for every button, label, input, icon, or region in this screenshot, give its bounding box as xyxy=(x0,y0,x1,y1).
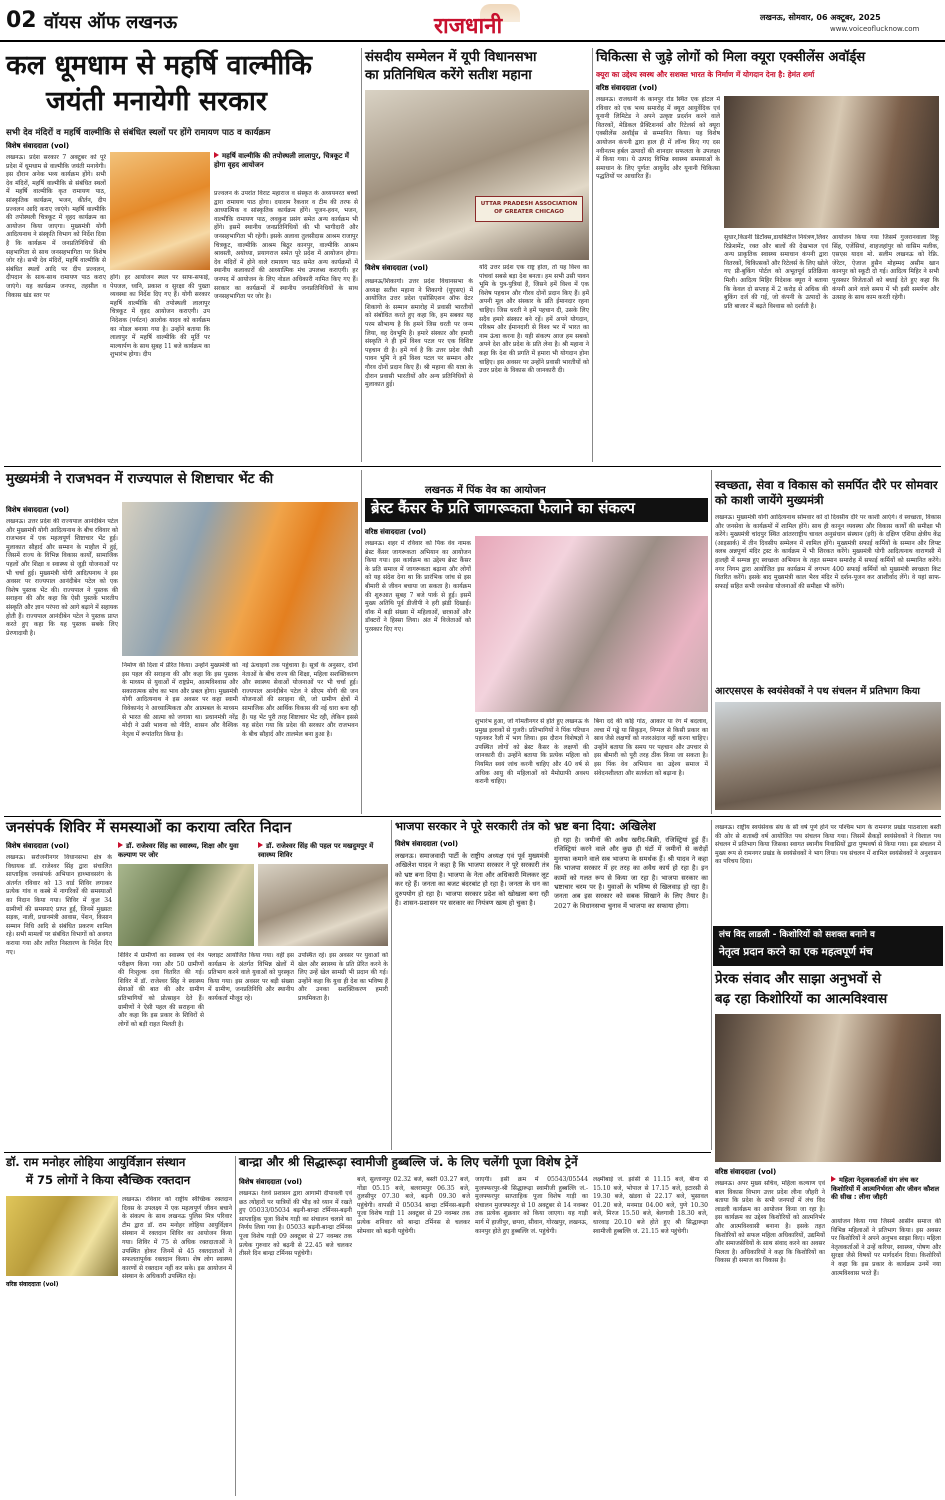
headline: चिकित्सा से जुड़े लोगों को मिला क्यूरा एक्सीलेंस अवॉर्ड्स xyxy=(596,50,866,65)
headline-line2: जयंती मनायेगी सरकार xyxy=(46,86,267,117)
column-3: फ्लाइट आयोजित किया गया। वहीं इस कार्यक्रम के अंतर्गत विभिन्न खेलों में प्रतिभाग करने वाले युवाओं को पुरस्कृत किया गया। इस अवसर पर बड़ी संख्या में ग्रामीण, जनप्रतिनिधि और स्थानीय कार्यकर्ता मौजूद रहे। xyxy=(208,952,294,1002)
yogi-photo xyxy=(110,152,210,270)
photo-caption-2 xyxy=(258,842,388,859)
column-2: शिविर में ग्रामीणों का स्वास्थ्य एवं नेत्र परीक्षण किया गया और 50 ग्रामीणों की निःशुल्क दवा वितरित की गई। शिविर में डॉ. राजेश्वर सिंह ने स्वास्थ्य सेवाओं की बात की और ग्रामीण प्रतिभागियों को प्रोत्साहन देते हैं। ग्रामीणों ने ऐसी पहल की सराहना की और कहा कि इस प्रकार के शिविरों से लोगों को बड़ी राहत मिलती है। xyxy=(118,952,204,1028)
byline: विशेष संवाददाता (vol) xyxy=(365,264,429,272)
byline: विशेष संवाददाता (vol) xyxy=(6,142,70,150)
column-1: लखनऊ। सरोजनीनगर विधानसभा क्षेत्र के विधायक डॉ. राजेश्वर सिंह द्वारा संचालित साप्ताहिक जनसंपर्क अभियान हाथ्भावसरंग के अंतर्गत रविवार को 13 वार्ड शिविर लगाकर प्रत्येक गांव व कस्बे में नागरिकों की समस्याओं का निदान किया गया। शिविर में कुल 34 ग्रामीणों की समस्याएं प्राप्त हुईं, जिनमें मुख्यतः सड़क, नाली, प्रधानमंत्री आवास, पेंशन, किसान सम्मान निधि आदि से संबंधित प्रकरण शामिल रहे। सभी मामलों पर संबंधित विभागों को अवगत कराया गया और त्वरित निस्तारण के निर्देश दिए गए। xyxy=(6,854,112,956)
headline-line2: में 75 लोगों ने किया स्वैच्छिक रक्तदान xyxy=(26,1173,191,1187)
banner xyxy=(475,196,583,222)
column-4: उपस्थित रहे। इस अवसर पर युवाओं को खेल और स्वास्थ्य के प्रति प्रेरित करने के लिए उन्हें खेल सामग्री भी प्रदान की गई। उन्होंने कहा कि युवा ही देश का भविष्य हैं और उनका सशक्तिकरण हमारी प्राथमिकता है। xyxy=(298,952,388,1002)
article-lohia xyxy=(6,1156,232,1496)
headline: ब्रेस्ट कैंसर के प्रति जागरूकता फैलाने का संकल्प xyxy=(371,499,635,517)
page-number: 02 xyxy=(6,8,37,33)
headline: जनसंपर्क शिविर में समस्याओं का कराया त्वरित निदान xyxy=(6,819,292,836)
camp-photo-1 xyxy=(118,864,254,946)
ladli-photo xyxy=(715,1014,941,1162)
camp-photo-2 xyxy=(258,864,388,946)
column-2: आयोजन किया गया जिसमें आसीन समाज की विभिन्न महिलाओं ने प्रतिभाग किया। इस अवसर पर किशोरियों ने अपने अनुभव साझा किए। महिला नेतृत्वकर्ताओं ने उन्हें करियर, स्वास्थ्य, पोषण और सुरक्षा जैसे विषयों पर मार्गदर्शन दिया। किशोरियों ने कहा कि इस प्रकार के कार्यक्रम उनमें नया आत्मविश्वास भरते हैं। xyxy=(831,1218,941,1277)
column-2: हो रहा है। जमीनों की अवैध खरीद-बिक्री, रजिस्ट्रियां हुई हैं। रजिस्ट्रियां करने वाले और कुछ ही घंटों में जमीनों से करोड़ों मुनाफा कमाने वाले सब भाजपा के समर्थक हैं। श्री यादव ने कहा कि भाजपा सरकार में हर तरह का अवैध कार्य हो रहा है। इन कामों को गलत रूप से किया जा रहा है। भाजपा सरकार का भ्रष्टाचार चरम पर है। युवाओं के भविष्य से खिलवाड़ हो रहा है। जनता अब इस सरकार को सबक सिखाने के लिए तैयार है। 2027 के विधानसभा चुनाव में भाजपा का सफाया होगा। xyxy=(554,836,708,910)
article-sansadiya xyxy=(365,50,589,462)
article-rajbhavan xyxy=(6,472,358,812)
blood-donation-photo xyxy=(6,1196,118,1276)
column-4: लक्ष्मीबाई जं. झांसी से 11.15 बजे, बीना से 15.10 बजे, भोपाल से 17.15 बजे, इटारसी से 19.30 बजे, खंडवा से 22.17 बजे, भुसावल 01.20 बजे, मनमाड 04.00 बजे, पुणे 10.30 बजे, मिरज 15.50 बजे, बेलगावी 18.30 बजे, धारवाड़ 20.10 बजे होते हुए श्री सिद्धारूढ़ा स्वामीजी हुब्बल्लि जं. 21.15 बजे पहुंचेगी। xyxy=(593,1176,708,1235)
headline: मुख्यमंत्री ने राजभवन में राज्यपाल से शिष्टाचार भेंट की xyxy=(6,471,274,487)
bullet-marker-icon xyxy=(118,842,123,848)
headline-line1: कल धूमधाम से महर्षि वाल्मीकि xyxy=(6,50,313,81)
column-2: होंगे। हर आयोजन स्थल पर साफ-सफाई, पेयजल, ध्वनि, प्रकाश व सुरक्षा की पुख्ता व्यवस्था का निर्देश दिए गए हैं। योगी सरकार महर्षि वाल्मीकि की तपोस्थली लालापुर चित्रकूट में वृहद आयोजन कराएगी। उप निदेशक (पर्यटन) आलोक यादव को कार्यक्रम का नोडल बनाया गया है। उन्होंने बताया कि लालापुर में महर्षि वाल्मीकि की मूर्ति पर माल्यार्पण के साथ सुबह 11 बजे कार्यक्रम का शुभारंभ होगा। दीप xyxy=(110,274,210,359)
column-1: लखनऊ। शहर में रविवार को पिंक वेव नामक ब्रेस्ट कैंसर जागरूकता अभियान का आयोजन किया गया। इस कार्यक्रम का उद्देश्य ब्रेस्ट कैंसर के प्रति समाज में जागरूकता बढ़ाना और लोगों को यह संदेश देना था कि प्रारंभिक जांच से इस बीमारी से जीवन बचाया जा सकता है। कार्यक्रम की शुरुआत सुबह 7 बजे पार्क से हुई। इसमें मुख्य अतिथि पूर्व डीजीपी ने हरी झंडी दिखाई। वॉक में बड़ी संख्या में महिलाओं, छात्राओं और डॉक्टरों ने हिस्सा लिया। अंत में विजेताओं को पुरस्कार दिए गए। xyxy=(365,540,471,633)
pink-wave-photo xyxy=(475,536,708,712)
article-pinkwave xyxy=(365,472,708,812)
column-2: शुभारंभ हुआ, जो गोमतीनगर से होते हुए लखनऊ के प्रमुख इलाकों से गुजरी। प्रतिभागियों ने पिंक परिधान पहनकर रैली में भाग लिया। इस दौरान विशेषज्ञों ने उपस्थित लोगों को ब्रेस्ट कैंसर के लक्षणों की जानकारी दी। उन्होंने बताया कि प्रत्येक महिला को नियमित स्वयं जांच करनी चाहिए और 40 वर्ष से अधिक आयु की महिलाओं को मैमोग्राफी अवश्य करानी चाहिए। xyxy=(475,718,589,786)
column-2: सुधार,किडनी डिटॉक्स,डायबिटीज नियंत्रण,लिवर रिफ्रेशमेंट, रक्त और बालों की देखभाल एवं अन्य प्राकृतिक स्वास्थ्य समाधान कंपनी द्वारा वितरकों, चिकित्सकों और रिटेलर्स के लिए खोले गए प्री-बुकिंग पोर्टल को अभूतपूर्व प्रतिक्रिया मिली। आदित्य मिहिर निदेशक क्यूरा ने बताया कि केवल दो सप्ताह में 2 करोड़ से अधिक की बुकिंग दर्ज की गई, जो कंपनी के उत्पादों के प्रति बाजार में बढ़ते विश्वास को दर्शाती है। xyxy=(724,234,828,310)
column-1: लखनऊ। रेलवे प्रशासन द्वारा आगामी दीपावली एवं छठ त्योहारों पर यात्रियों की भीड़ को ध्यान में रखते हुए 05033/05034 बढ़नी-बान्द्रा टर्मिनस-बढ़नी साप्ताहिक पूजा विशेष गाड़ी का संचालन चलाने का निर्णय लिया गया है। 05033 बढ़नी-बान्द्रा टर्मिनस पूजा विशेष गाड़ी 09 अक्टूबर से 27 नवम्बर तक प्रत्येक गुरुवार को बढ़नी से 22.45 बजे चलकर तीसरे दिन बान्द्रा टर्मिनस पहुंचेगी। xyxy=(239,1190,352,1258)
headline-line1: लंच विद लाडली - किशोरियों को सशक्त बनाने व xyxy=(719,930,875,940)
column-3: आयोजन किया गया जिसमें गुजरानवाला रिंकू सिंह, एजेंसियां, शाहजहांपुर को वासिम मलीक, एसएस यादव मो. सलीम लखनऊ को रेफ्रि. जेरेटर, ऐजाज हुसैन मोहम्मद असीम खान कानपुर को स्कूटी दो गई। आदित्य मिहिर ने सभी पुरस्कार विजेताओं को बधाई देते हुए कहा कि कंपनी आने वाले समय में भी इसी समर्पण और उत्साह के साथ काम करती रहेगी। xyxy=(832,234,939,302)
article-ladli xyxy=(715,820,941,1496)
paper-logo xyxy=(420,4,570,38)
byline: वरिष्ठ संवाददाता (vol) xyxy=(596,84,658,92)
logo-text: राजधानी xyxy=(434,14,503,39)
masthead xyxy=(0,0,945,42)
headline-line4: बढ़ रहा किशोरियों का आत्मविश्वास xyxy=(715,992,888,1007)
rss-continued: लखनऊ। राष्ट्रीय स्वयंसेवक संघ के सौ वर्ष पूर्ण होने पर पश्चिम भाग के रामनगर प्रखंड पाठशाला बस्ती की ओर से शताब्दी वर्ष आयोजित पथ संचलन किया गया। जिसमें सैकड़ों स्वयंसेवकों ने विशाल पथ संचलन में प्रतिभाग किया जिसका स्वागत स्थानीय निवासियों द्वारा पुष्पवर्षा से किया गया। इस संचलन में मुख्य रूप से रामनगर प्रखंड के स्वयंसेवकों ने भाग लिया। पथ संचलन में शामिल स्वयंसेवकों ने अनुशासन का परिचय दिया। xyxy=(715,824,941,866)
column-3: प्रज्वलन के उपरांत विराट महाराज व संस्कृत के अध्ययनरत बच्चों द्वारा रामायण पाठ होगा। दयाराम रैकवार व टीम की तरफ से आध्यात्मिक व सांस्कृतिक कार्यक्रम होंगे। पूजन-हवन, भजन, वाल्मीकि रामायण पाठ, लवकुश प्रसंग समेत अन्य कार्यक्रम भी होंगे। इसमें स्थानीय जनप्रतिनिधियों की भी भागीदारी और जनसहभागिता भी रहेगी। इसके अलावा तुलसीदास आश्रम राजापुर चित्रकूट, वाल्मीकि आश्रम बिठूर कानपुर, वाल्मीकि आश्रम श्रावस्ती, अयोध्या, प्रयागराज समेत पूरे प्रदेश में आयोजन होगा। देव मंदिरों में होने वाले रामायण पाठ समेत अन्य कार्यक्रमों में स्थानीय कलाकारों की आध्यात्मिक मंच उपलब्ध कराएगी। हर जनपद में आयोजन के लिए नोडल अधिकारी नामित किए गए हैं। सरकार का कार्यक्रमों में स्थानीय जनप्रतिनिधियों के साथ जनसहभागिता पर जोर है। xyxy=(214,190,358,301)
column-1: लखनऊ। समाजवादी पार्टी के राष्ट्रीय अध्यक्ष एवं पूर्व मुख्यमंत्री अखिलेश यादव ने कहा है कि भाजपा सरकार ने पूरे सरकारी तंत्र को भ्रष्ट बना दिया है। भाजपा के नेता और अधिकारी मिलकर लूट कर रहे हैं। जनता का बजट बंदरबांट हो रहा है। जनता के धन का दुरुपयोग हो रहा है। भाजपा सरकार प्रदेश को खोखला बना रही है। शासन-प्रशासन पर सरकार का नियंत्रण खत्म हो चुका है। xyxy=(395,852,549,908)
headline-line1: संसदीय सम्मेलन में यूपी विधानसभा xyxy=(365,50,537,65)
column-divider xyxy=(592,48,593,462)
column-2: यदि उत्तर प्रदेश एक राष्ट्र होता, तो यह विश्व का पांचवां सबसे बड़ा देश बनता। हम सभी उसी पावन भूमि के पुत्र-पुत्रियां हैं, जिसने हमें विश्व में एक विशेष पहचान और गौरव दोनों प्रदान किए हैं। हमें अपनी मूल और संस्कार के प्रति ईमानदार रहना चाहिए। जिस धरती ने हमें पहचान दी, उसके लिए सदैव हमारे संस्कार बने रहें। हमें अपने योगदान, परिश्रम और ईमानदारी से विश्व भर में भारत का नाम ऊंचा करना है। यही संकल्प आज हम सबको अपने देश और प्रदेश के प्रति लेना है। श्री महाना ने कहा कि देश की प्रगति में हमारा भी योगदान होना चाहिए। इस अवसर पर उन्होंने प्रवासी भारतीयों को उत्तर प्रदेश के विकास की जानकारी दी। xyxy=(479,264,589,375)
row-divider xyxy=(4,816,941,817)
article-body: लखनऊ। मुख्यमंत्री योगी आदित्यनाथ सोमवार को दो दिवसीय दौरे पर काशी आएंगे। वे स्वच्छता, विकास और जनसेवा के कार्यक्रमों में शामिल होंगे। साथ ही कानून व्यवस्था और विकास कार्यों की समीक्षा भी करेंगे। मुख्यमंत्री चांदपुर स्थित आंतरराष्ट्रीय चावल अनुसंधान संस्थान (इरी) के दक्षिण एशिया क्षेत्रीय केंद्र (आइसार्क) में तीन दिवसीय सम्मेलन में शामिल होंगे। मुख्यमंत्री सफाई कर्मियों के सम्मान और लिफ्ट क्लब अन्नपूर्णा मंदिर ट्रस्ट के कार्यक्रम में भी शिरकत करेंगे। मुख्यमंत्री योगी आदित्यनाथ वाराणसी में हालही में सम्पन्न हुए स्वच्छता अभियान के तहत सम्मान समारोह में सफाई कर्मियों को सम्मानित करेंगे। नगर निगम द्वारा आयोजित इस कार्यक्रम में लगभग 400 सफाई कर्मियों को मुख्यमंत्री स्वच्छता किट वितरित करेंगे। इसके बाद मुख्यमंत्री काल भैरव मंदिर में दर्शन-पूजन कर आशीर्वाद लेंगे। वे यहां साफ-सफाई सहित सभी जनसेवा योजनाओं की समीक्षा भी करेंगे। xyxy=(715,514,941,590)
article-valmiki xyxy=(6,50,358,460)
article-chikitsa xyxy=(596,50,939,462)
subheadline: सभी देव मंदिरों व महर्षि वाल्मीकि से संबंधित स्थलों पर होंगे रामायण पाठ व कार्यक्रम xyxy=(6,128,271,138)
column-divider xyxy=(711,470,712,814)
article-body: लखनऊ। रविवार को राष्ट्रीय स्वैच्छिक रक्तदान दिवस के उपलक्ष्य में एक महत्वपूर्ण जीवन बचाने के संकल्प के साथ लखनऊ पुलिस मित्र परिवार टीम द्वारा डॉ. राम मनोहर लोहिया आयुर्विज्ञान संस्थान में रक्तदान शिविर का आयोजन किया गया। शिविर में 75 से अधिक रक्तदाताओं ने उपस्थित होकर जिनमें से 45 रक्तदाताओं ने सफलतापूर्वक रक्तदान किया। शेष लोग स्वास्थ्य कारणों से रक्तदान नहीं कर सके। इस आयोजन में संस्थान के अधिकारी उपस्थित रहे। xyxy=(122,1196,232,1281)
byline: विशेष संवाददाता (vol) xyxy=(6,842,70,850)
headline: बान्द्रा और श्री सिद्धारूढ़ा स्वामीजी हुब्बल्लि जं. के लिए चलेंगी पूजा विशेष ट्रेनें xyxy=(239,1155,578,1169)
column-3: जाएगी। इसी क्रम में 05543/05544 मुजफ्फरपुर-श्री सिद्धारूढ़ा स्वामीजी हुब्बल्लि जं.-मुजफ्फरपुर साप्ताहिक पूजा विशेष गाड़ी का संचालन मुजफ्फरपुर से 10 अक्टूबर से 14 नवम्बर तक प्रत्येक शुक्रवार को किया जाएगा। यह गाड़ी मार्ग में हाजीपुर, छपरा, सीवान, गोरखपुर, लखनऊ, कानपुर होते हुए हुब्बल्लि जं. पहुंचेगी। xyxy=(475,1176,588,1235)
byline: वरिष्ठ संवाददाता (vol) xyxy=(6,1281,59,1288)
photo-caption-text: महिला नेतृत्वकर्ताओं संग लंच कर किशोरियों में आत्मनिर्भरता और जीवन कौशल की सीख : लीना जौहरी xyxy=(831,1176,940,1202)
column-divider xyxy=(361,470,362,814)
website-url: www.voiceoflucknow.com xyxy=(830,25,920,33)
bullet-marker-icon xyxy=(831,1176,836,1182)
column-2: बजे, सुल्तानपुर 02.32 बजे, बस्ती 03.27 बजे, गोंडा 05.15 बजे, बलरामपुर 06.35 बजे, तुलसीपुर 07.30 बजे, बढ़नी 09.30 बजे पहुंचेगी। वापसी में 05034 बान्द्रा टर्मिनस-बढ़नी पूजा विशेष गाड़ी 11 अक्टूबर से 29 नवम्बर तक प्रत्येक शनिवार को बान्द्रा टर्मिनस से चलकर सोमवार को बढ़नी पहुंचेगी। xyxy=(357,1176,470,1235)
column-1: लखनऊ। प्रदेश सरकार 7 अक्टूबर को पूरे प्रदेश में धूमधाम से वाल्मीकि जयंती मनायेगी। इस दौरान अनेक भव्य कार्यक्रम होंगे। सभी देव मंदिरों, महर्षि वाल्मीकि से संबंधित स्थलों में महर्षि वाल्मीकि कृत रामायण पाठ, सांस्कृतिक कार्यक्रम, भजन, कीर्तन, दीप प्रज्वलन आदि कराए जाएंगे। महर्षि वाल्मीकि की तपोस्थली चित्रकूट में वृहद कार्यक्रम का आयोजन किया जाएगा। मुख्यमंत्री योगी आदित्यनाथ ने संस्कृति विभाग को निर्देश दिया है कि कार्यक्रम में जनप्रतिनिधियों की सहभागिता से साथ जनसहभागिता पर विशेष जोर रहे। सभी देव मंदिरों, महर्षि वाल्मीकि से संबंधित स्थलों आदि पर दीप प्रज्वलन, दीपदान के साथ-साथ रामायण पाठ कराए जाएंगे। यह कार्यक्रम जनपद, तहसील व विकास खंड स्तर पर xyxy=(6,154,106,299)
section-title: वॉयस ऑफ लखनऊ xyxy=(44,12,178,33)
byline: वरिष्ठ संवाददाता (vol) xyxy=(715,1168,777,1176)
column-2: निर्माण की दिशा में प्रेरित किया। उन्होंने मुख्यमंत्री को इस पहल की सराहना की और कहा कि इस पुस्तक के माध्यम से युवाओं में राष्ट्रप्रेम, आत्मविश्वास और सकारात्मक सोच का भाव और प्रबल होगा। मुख्यमंत्री योगी आदित्यनाथ ने इस अवसर पर कहा स्वामी विवेकानंद ने आध्यात्मिकता और आत्मबल के माध्यम से भारत की आत्मा को जगाया था। प्रधानमंत्री नरेंद्र मोदी ने उसी भावना को नीति, शासन और वैश्विक नेतृत्व में रूपांतरित किया है। xyxy=(122,662,238,738)
rajbhavan-photo xyxy=(122,502,358,656)
headline: स्वच्छता, सेवा व विकास को समर्पित दौरे पर सोमवार को काशी जायेंगे मुख्यमंत्री xyxy=(715,478,938,507)
photo-caption-1-text: डॉ. राजेश्वर सिंह का स्वास्थ्य, शिक्षा और युवा कल्याण पर जोर xyxy=(118,842,239,859)
rss-march-photo xyxy=(715,702,941,810)
banner-line2: OF GREATER CHICAGO xyxy=(494,209,564,215)
column-divider xyxy=(711,820,712,1150)
headline: भाजपा सरकार ने पूरे सरकारी तंत्र को भ्रष्ट बना दिया: अखिलेश xyxy=(395,819,656,833)
article-trains xyxy=(239,1156,708,1496)
article-rss xyxy=(715,686,941,812)
column-3: बिना दर्द की कोई गांठ, आकार या रंग में बदलाव, त्वचा में गड्ढे या सिकुड़न, निप्पल से किसी प्रकार का स्राव जैसे लक्षणों को नजरअंदाज नहीं करना चाहिए। उन्होंने बताया कि समय पर पहचान और उपचार से इस बीमारी को पूरी तरह ठीक किया जा सकता है। इस पिंक वेव अभियान का उद्देश्य समाज में संवेदनशीलता और सतर्कता को बढ़ाना है। xyxy=(594,718,708,777)
byline: वरिष्ठ संवाददाता (vol) xyxy=(365,528,427,536)
column-divider xyxy=(391,820,392,1150)
award-photo xyxy=(724,96,939,228)
article-swachhta xyxy=(715,478,941,590)
row-divider xyxy=(4,1152,711,1153)
article-akhilesh xyxy=(395,820,708,1148)
kicker: लखनऊ में पिंक वेव का आयोजन xyxy=(425,485,546,496)
headline-line2: नेतृत्व प्रदान करने का एक महत्वपूर्ण मंच xyxy=(719,946,873,958)
headline-line2: का प्रतिनिधित्व करेंगे सतीश महाना xyxy=(365,68,532,83)
column-1: लखनऊ। उत्तर प्रदेश की राज्यपाल आनंदीबेन पटेल और मुख्यमंत्री योगी आदित्यनाथ के बीच रविवार को राजभवन में एक महत्वपूर्ण शिष्टाचार भेंट हुई। मुलाकात सौहार्द और सम्मान के माहौल में हुई, जिसमें राज्य के विभिन्न विकास कार्यों, सामाजिक पहलों और शिक्षा व स्वास्थ्य से जुड़ी योजनाओं पर भी चर्चा हुई। मुख्यमंत्री योगी आदित्यनाथ ने इस अवसर पर राज्यपाल आनंदीबेन पटेल को एक विशेष पुस्तक भेंट की। राज्यपाल ने पुस्तक की सराहना की और कहा कि ऐसी पुस्तकें भारतीय संस्कृति और ज्ञान परंपरा को आगे बढ़ाने में सहायक होती हैं। राज्यपाल आनंदीबेन पटेल ने पुस्तक प्राप्त करते हुए कहा कि यह पुस्तक सबके लिए प्रेरणादायी है। xyxy=(6,518,118,637)
banner-line1: UTTAR PRADESH ASSOCIATION xyxy=(480,201,578,207)
column-1: लखनऊ। राजधानी के कानपुर रोड स्थित एक होटल में रविवार को एक भव्य समारोह में क्यूरा आयुर्वेदिक एवं यूनानी लिमिटेड ने अपने उत्कृष्ट प्रदर्शन करने वाले वितरकों, मेडिकल प्रैक्टिशनर्स और रिटेलर्स को क्यूरा एक्सीलेंस अवॉर्ड्स से सम्मानित किया। यह विशेष आयोजन कंपनी द्वारा हाल ही में लॉन्च किए गए दस नवीनतम हर्बल उत्पादों की शानदार सफलता के उपलक्ष्य में किया गया। ये उत्पाद विभिन्न स्वास्थ्य समस्याओं के समाधान के लिए पूर्णतः आयुर्वेद और यूनानी चिकित्सा पद्धतियों पर आधारित हैं। xyxy=(596,96,720,181)
photo-caption xyxy=(214,152,358,170)
byline: विशेष संवाददाता (vol) xyxy=(6,506,70,514)
article-jansampark xyxy=(6,820,388,1148)
column-1: लखनऊ/शिकागो। उत्तर प्रदेश विधानसभा के अध्यक्ष सतीश महाना ने शिकागो (यूएसए) में आयोजित उत्तर प्रदेश एसोसिएशन ऑफ ग्रेटर शिकागो के सम्मान समारोह में प्रवासी भारतीयों को संबोधित करते हुए कहा कि, हम सबका यह परम सौभाग्य है कि हमने जिस धरती पर जन्म लिया, वह देवभूमि है। हमारे संस्कार और हमारी संस्कृति ने ही हमें विश्व पटल पर एक विशिष्ट पहचान दी है। हमें गर्व है कि उत्तर प्रदेश जैसी पावन भूमि ने हमें विश्व पटल पर सम्मान और गौरव दोनों प्रदान किए हैं। श्री महाना की यात्रा के दौरान प्रवासी भारतीयों और अन्य प्रतिनिधियों से मुलाकात हुई। xyxy=(365,278,473,389)
bullet-marker-icon xyxy=(258,842,263,848)
column-3: नई ऊंचाइयों तक पहुंचाया है। सूत्रों के अनुसार, दोनों नेताओं के बीच राज्य की शिक्षा, महिला सशक्तिकरण और स्वास्थ्य सेवाओं योजनाओं पर भी चर्चा हुई। राज्यपाल आनंदीबेन पटेल ने सीएम योगी की जन योजनाओं की सराहना की, जो ग्रामीण क्षेत्रों में सामाजिक और आर्थिक विकास की नई धारा बना रही हैं। यह भेंट पूरी तरह शिष्टाचार भेंट रही, लेकिन इससे यह संदेश गया कि प्रदेश की सरकार और राजभवन के बीच सौहार्द और तालमेल बना हुआ है। xyxy=(242,662,358,738)
headline: आरएसएस के स्वयंसेवकों ने पथ संचलन में प्रतिभाग किया xyxy=(715,686,920,697)
byline: विशेष संवाददाता (vol) xyxy=(239,1178,303,1186)
dateline: लखनऊ, सोमवार, 06 अक्टूबर, 2025 xyxy=(760,13,881,22)
headline-line3: प्रेरक संवाद और साझा अनुभवों से xyxy=(715,972,882,987)
photo-caption-2-text: डॉ. राजेश्वर सिंह की पहल पर मखदुमपुर में स्वास्थ्य शिविर xyxy=(258,842,374,859)
subheadline: क्यूरा का उद्देश्य स्वस्थ और सशक्त भारत के निर्माण में योगदान देना है: हेमंत शर्मा xyxy=(596,70,815,79)
bullet-marker-icon xyxy=(214,152,219,158)
conference-photo xyxy=(365,90,589,260)
photo-caption-text: महर्षि वाल्मीकि की तपोस्थली लालापुर, चित्रकूट में होगा वृहद आयोजन xyxy=(214,152,349,169)
headline-line1: डॉ. राम मनोहर लोहिया आयुर्विज्ञान संस्थान xyxy=(6,1155,186,1169)
column-divider xyxy=(235,1156,236,1496)
photo-caption xyxy=(831,1176,941,1202)
byline: विशेष संवाददाता (vol) xyxy=(395,840,459,848)
column-1: लखनऊ। अपर मुख्य सचिव, महिला कल्याण एवं बाल विकास विभाग उत्तर प्रदेश लीना जौहरी ने बताया कि प्रदेश के सभी जनपदों में लंच विद लाडली कार्यक्रम का आयोजन किया जा रहा है। इस कार्यक्रम का उद्देश्य किशोरियों को आत्मनिर्भर और आत्मविश्वासी बनाना है। इसके तहत किशोरियों को सफल महिला अधिकारियों, उद्यमियों और समाजसेवियों के साथ संवाद करने का अवसर मिलता है। अधिकारियों ने कहा कि किशोरियों का विकास ही समाज का विकास है। xyxy=(715,1180,825,1265)
photo-caption-1 xyxy=(118,842,254,859)
row-divider xyxy=(4,466,941,467)
column-divider xyxy=(361,48,362,462)
